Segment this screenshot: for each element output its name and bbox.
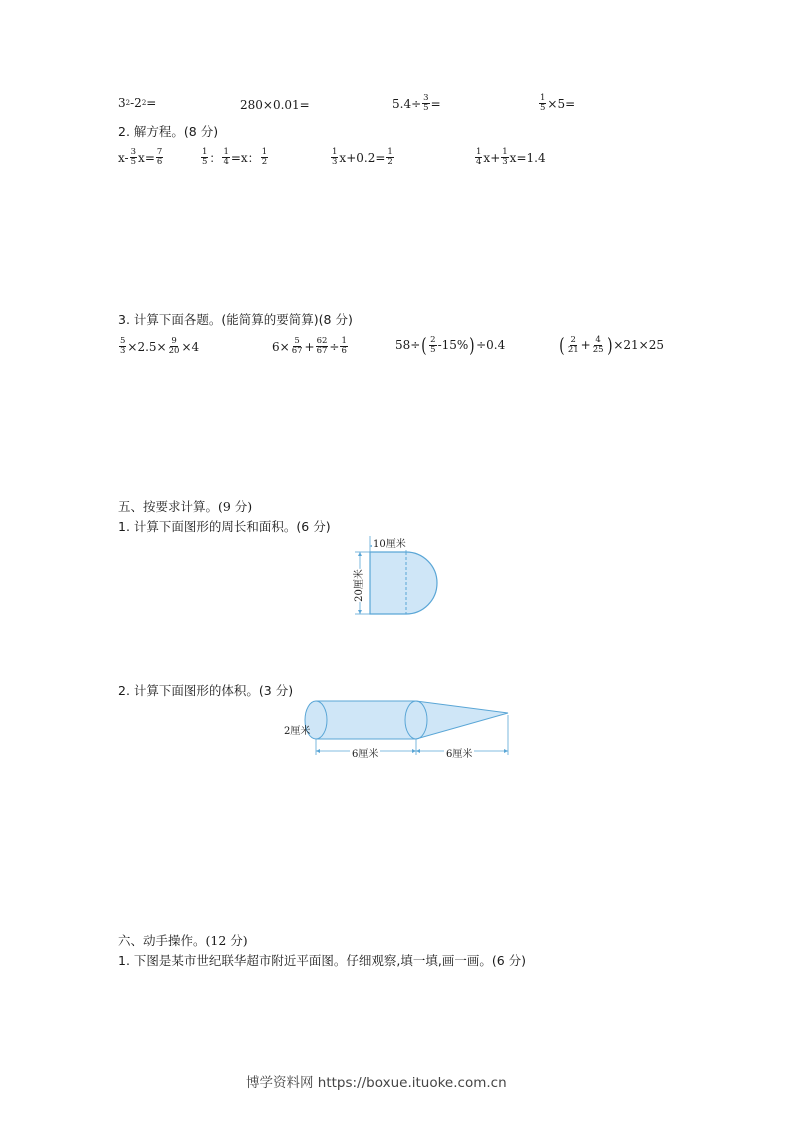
section-6-title: 六、动手操作。(12 分) [118,933,248,948]
expr-multiply-decimal: 280×0.01= [240,98,310,112]
expr-fraction-times: $\frac{1}{5}$ ×5= [540,93,576,113]
expr-divide-fraction: 5.4 ÷ $\frac{3}{5}$ = [392,93,441,113]
equation-1: x- $\frac{3}{5}$ x= $\frac{7}{6}$ [118,147,163,167]
section-5-title: 五、按要求计算。(9 分) [118,499,253,514]
equation-4: $\frac{1}{4}$ x+ $\frac{1}{3}$ x=1.4 [476,147,546,167]
footer-watermark: 博学资料网 https://boxue.ituoke.com.cn [246,1075,507,1091]
calc-4: ( $\frac{2}{21}$ + $\frac{4}{25}$ ) ×21×25 [559,333,664,357]
q2-title: 2. 解方程。(8 分) [118,124,219,139]
s5-q2-title: 2. 计算下面图形的体积。(3 分) [118,683,294,698]
equation-2: $\frac{1}{5}$ ： $\frac{1}{4}$ =x： $\frac{1}{2}$ [202,147,268,167]
calc-1: $\frac{5}{3}$ ×2.5× $\frac{9}{20}$ ×4 [120,336,200,356]
s5-q1-title: 1. 计算下面图形的周长和面积。(6 分) [118,519,331,534]
cylinder-cone-figure [300,695,515,765]
calc-3: 58÷ ( $\frac{2}{5}$ -15% ) ÷0.4 [395,333,506,357]
s6-q1-title: 1. 下图是某市世纪联华超市附近平面图。仔细观察,填一填,画一画。(6 分) [118,953,527,968]
fig1-top-label: 10厘米 [372,535,407,550]
fig2-length2-label: 6厘米 [444,745,474,760]
equation-3: $\frac{1}{3}$ x+0.2= $\frac{1}{2}$ [332,147,393,167]
q3-title: 3. 计算下面各题。(能简算的要简算)(8 分) [118,312,353,327]
fig1-side-label: 20厘米 [350,569,365,602]
fig2-diameter-label: 2厘米 [284,726,311,737]
expr-power-difference: 3 2 -2 2 = [118,96,157,110]
fig2-length1-label: 6厘米 [350,745,380,760]
calc-2: 6× $\frac{5}{67}$ + $\frac{62}{67}$ ÷ $\frac{1}{6}$ [272,336,347,356]
